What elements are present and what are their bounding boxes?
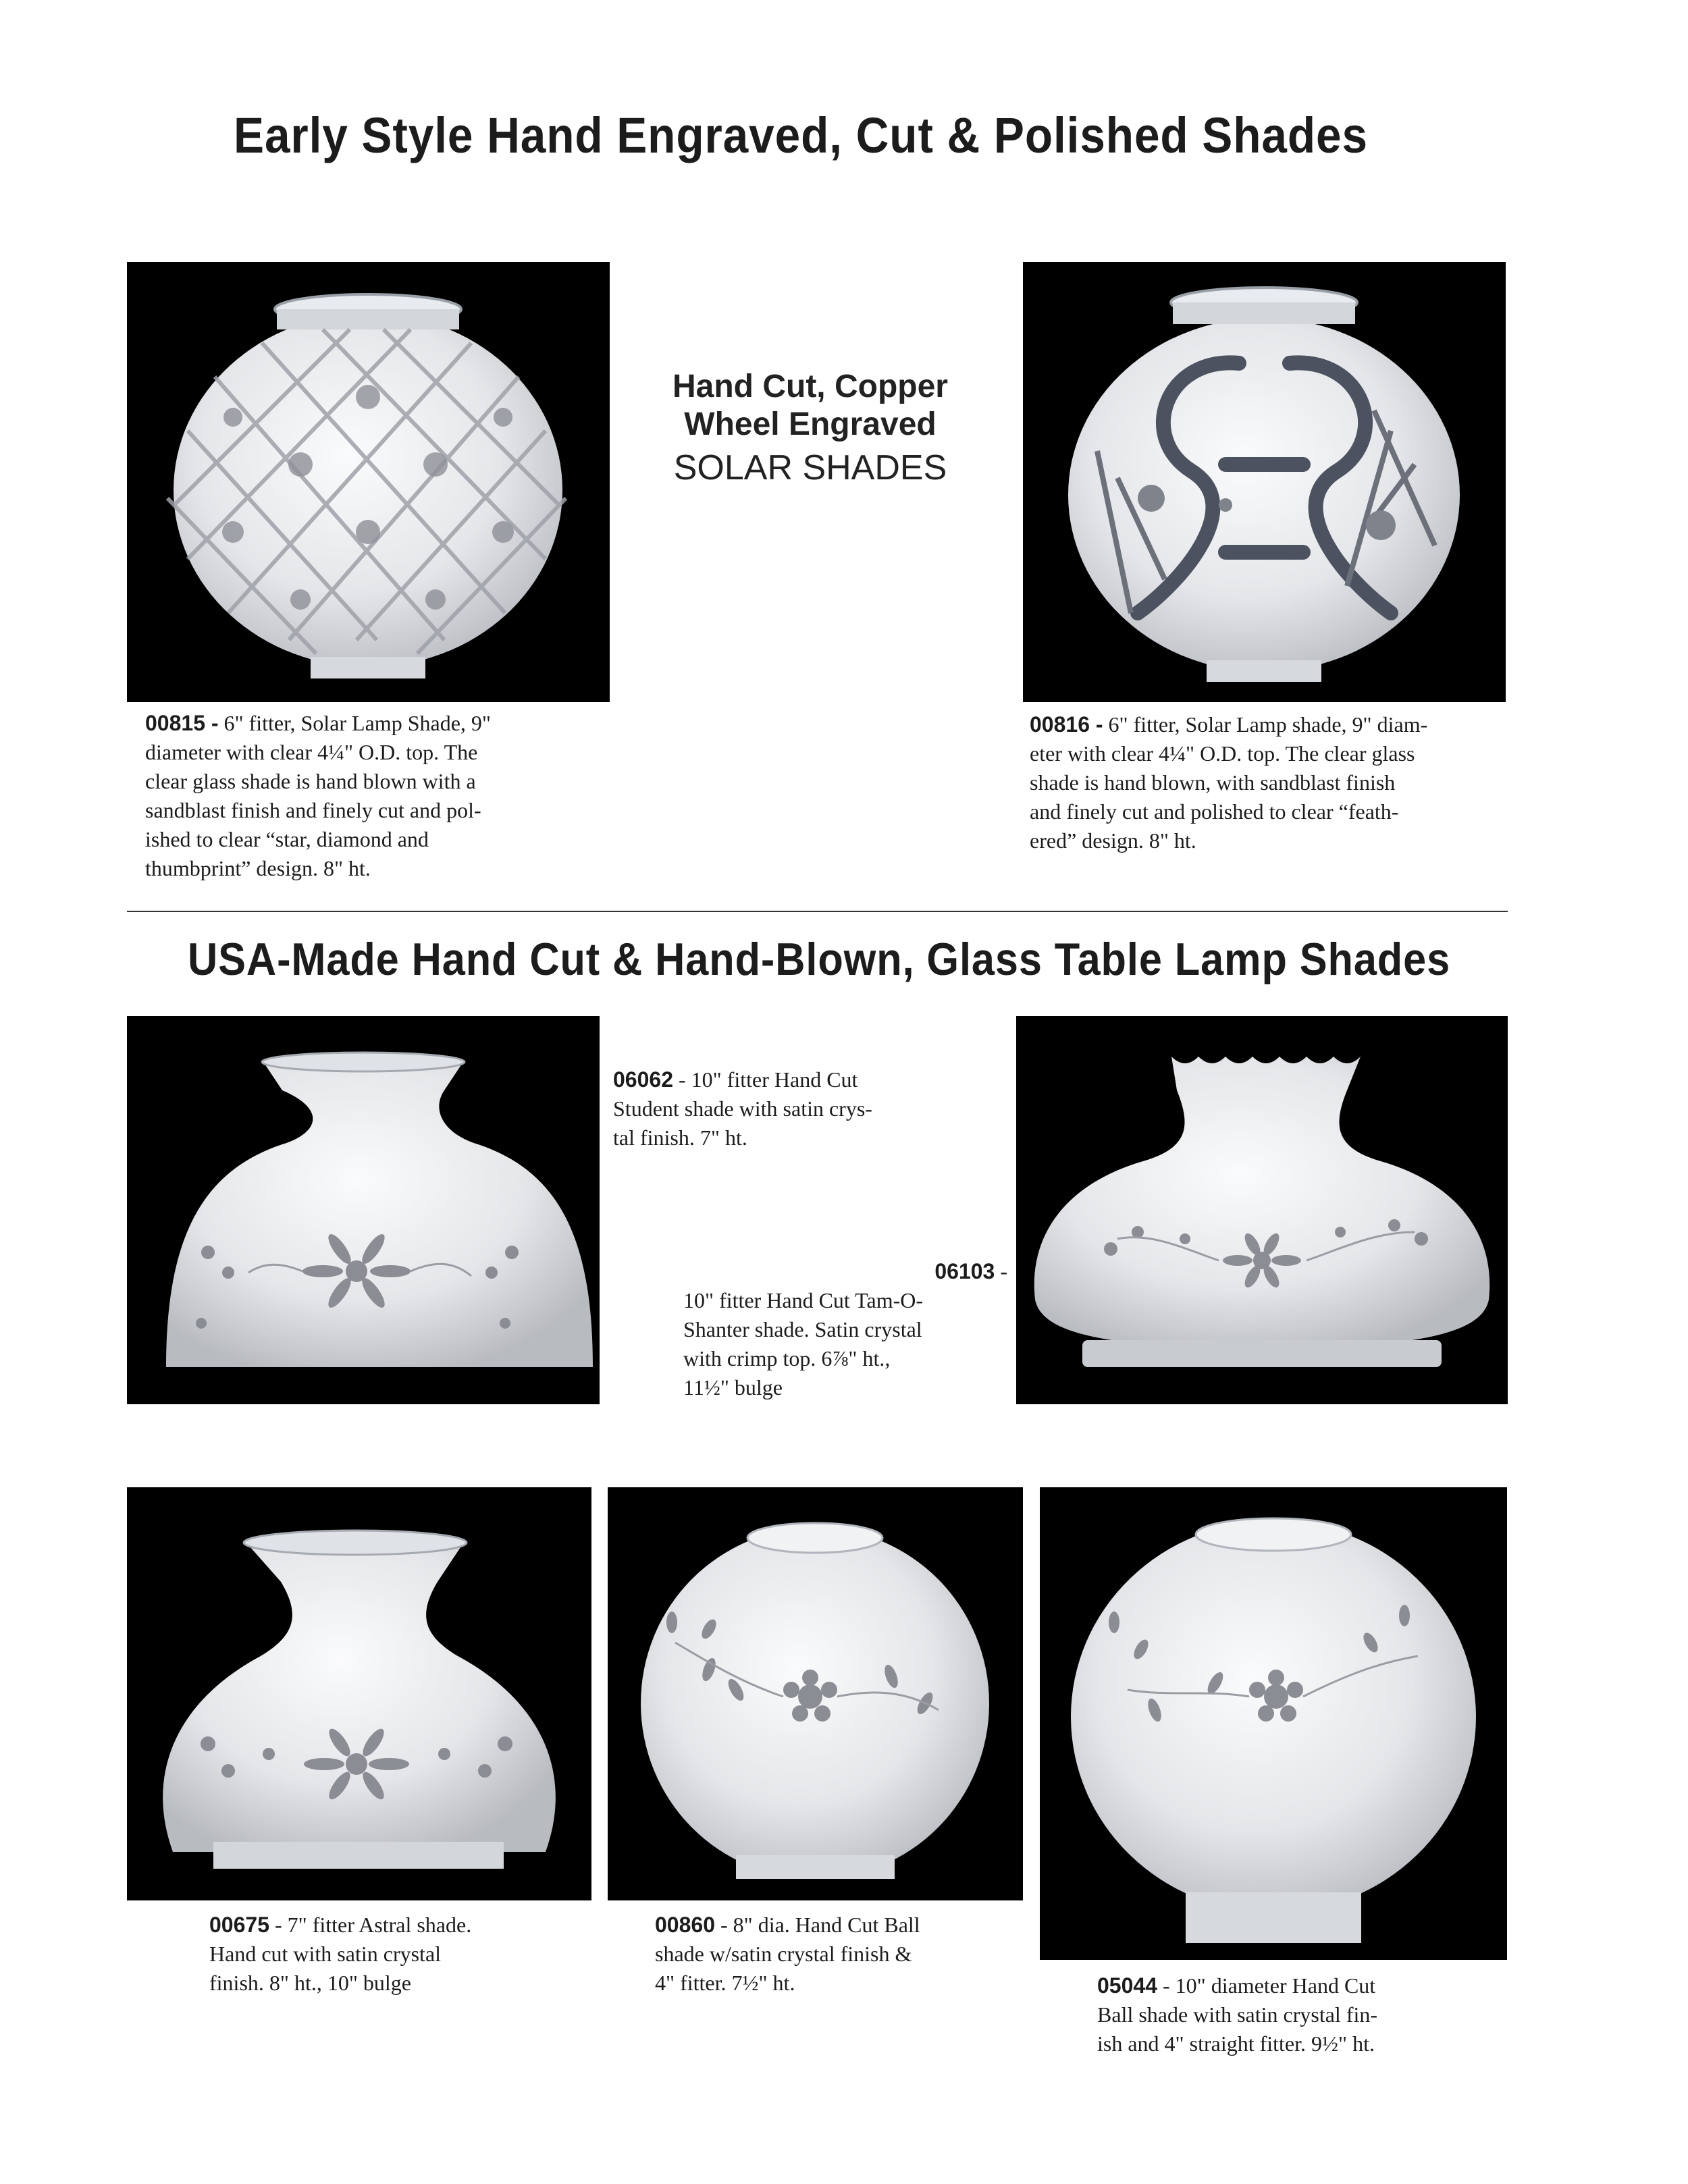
section-title-usa-made: USA-Made Hand Cut & Hand-Blown, Glass Table Lamp Shades — [188, 934, 1451, 985]
subtitle-line-3: SOLAR SHADES — [673, 448, 947, 487]
product-desc-00860 — [655, 1911, 1033, 1998]
desc-line: clear glass shade is hand blown with a — [145, 769, 476, 793]
product-code-06062: 06062 — [613, 1067, 673, 1092]
tam-o-shanter-shade-image — [1016, 1016, 1508, 1404]
desc-line: 11½" bulge — [683, 1375, 783, 1400]
ball-shade-8in-image — [608, 1487, 1023, 1900]
desc-line: Student shade with satin crys- — [613, 1096, 872, 1121]
desc-line: thumbprint” design. 8" ht. — [145, 856, 371, 880]
desc-line: - 8" dia. Hand Cut Ball — [720, 1913, 920, 1937]
desc-line: eter with clear 4¼" O.D. top. The clear glass — [1030, 741, 1415, 766]
desc-line: shade is hand blown, with sandblast finish — [1030, 770, 1396, 795]
product-desc-00815 — [145, 709, 618, 883]
desc-line: Shanter shade. Satin crystal — [683, 1317, 922, 1341]
section-title-early-style: Early Style Hand Engraved, Cut & Polished Shades — [234, 107, 1368, 163]
subtitle-line-2: Wheel Engraved — [684, 406, 937, 442]
product-photo-00815 — [127, 262, 610, 702]
desc-line: - 10" diameter Hand Cut — [1162, 1973, 1376, 1998]
desc-line: 6" fitter, Solar Lamp Shade, 9" — [223, 711, 491, 735]
product-code-06103: 06103 — [934, 1259, 995, 1283]
desc-line: with crimp top. 6⅞" ht., — [683, 1346, 891, 1370]
section-divider — [127, 911, 1508, 912]
desc-line: ish and 4" straight fitter. 9½" ht. — [1097, 2031, 1375, 2056]
product-code-00675: 00675 — [209, 1913, 269, 1937]
product-photo-05044 — [1040, 1487, 1507, 1960]
product-desc-00675 — [209, 1911, 587, 1998]
subtitle-line-1: Hand Cut, Copper — [672, 369, 948, 404]
solar-shade-feathered-image — [1023, 262, 1506, 702]
product-photo-00816 — [1023, 262, 1506, 702]
desc-line: Ball shade with satin crystal fin- — [1097, 2002, 1378, 2027]
student-shade-image — [127, 1016, 600, 1404]
desc-line: ered” design. 8" ht. — [1030, 828, 1196, 853]
desc-line: 10" fitter Hand Cut Tam-O- — [683, 1288, 924, 1312]
desc-line: 6" fitter, Solar Lamp shade, 9" diam- — [1108, 712, 1428, 737]
product-code-00815: 00815 - — [145, 711, 219, 735]
product-code-00816: 00816 - — [1030, 712, 1103, 737]
desc-line: tal finish. 7" ht. — [613, 1125, 747, 1150]
desc-line: ished to clear “star, diamond and — [145, 827, 429, 851]
desc-line: 4" fitter. 7½" ht. — [655, 1971, 795, 1995]
desc-line: - 7" fitter Astral shade. — [274, 1913, 472, 1937]
product-code-00860: 00860 — [655, 1913, 715, 1937]
desc-line: sandblast finish and finely cut and pol- — [145, 798, 481, 822]
desc-line: diameter with clear 4¼" O.D. top. The — [145, 740, 478, 764]
desc-line: and finely cut and polished to clear “feath- — [1030, 799, 1399, 824]
desc-line: - 10" fitter Hand Cut — [678, 1067, 858, 1092]
product-photo-00860 — [608, 1487, 1023, 1900]
solar-shade-diamond-image — [127, 262, 610, 702]
desc-line: Hand cut with satin crystal — [209, 1942, 442, 1966]
product-desc-06062 — [613, 1065, 964, 1152]
product-desc-06103 — [683, 1257, 1007, 1402]
code-dash: - — [1000, 1259, 1007, 1283]
product-photo-06062 — [127, 1016, 600, 1404]
astral-shade-image — [127, 1487, 591, 1900]
product-desc-00816 — [1030, 710, 1516, 855]
product-code-05044: 05044 — [1097, 1973, 1157, 1998]
desc-line: shade w/satin crystal finish & — [655, 1942, 912, 1966]
solar-shades-subtitle — [648, 368, 972, 492]
ball-shade-10in-image — [1040, 1487, 1507, 1960]
product-desc-05044 — [1097, 1971, 1502, 2058]
product-photo-06103 — [1016, 1016, 1508, 1404]
desc-line: finish. 8" ht., 10" bulge — [209, 1971, 411, 1995]
product-photo-00675 — [127, 1487, 591, 1900]
